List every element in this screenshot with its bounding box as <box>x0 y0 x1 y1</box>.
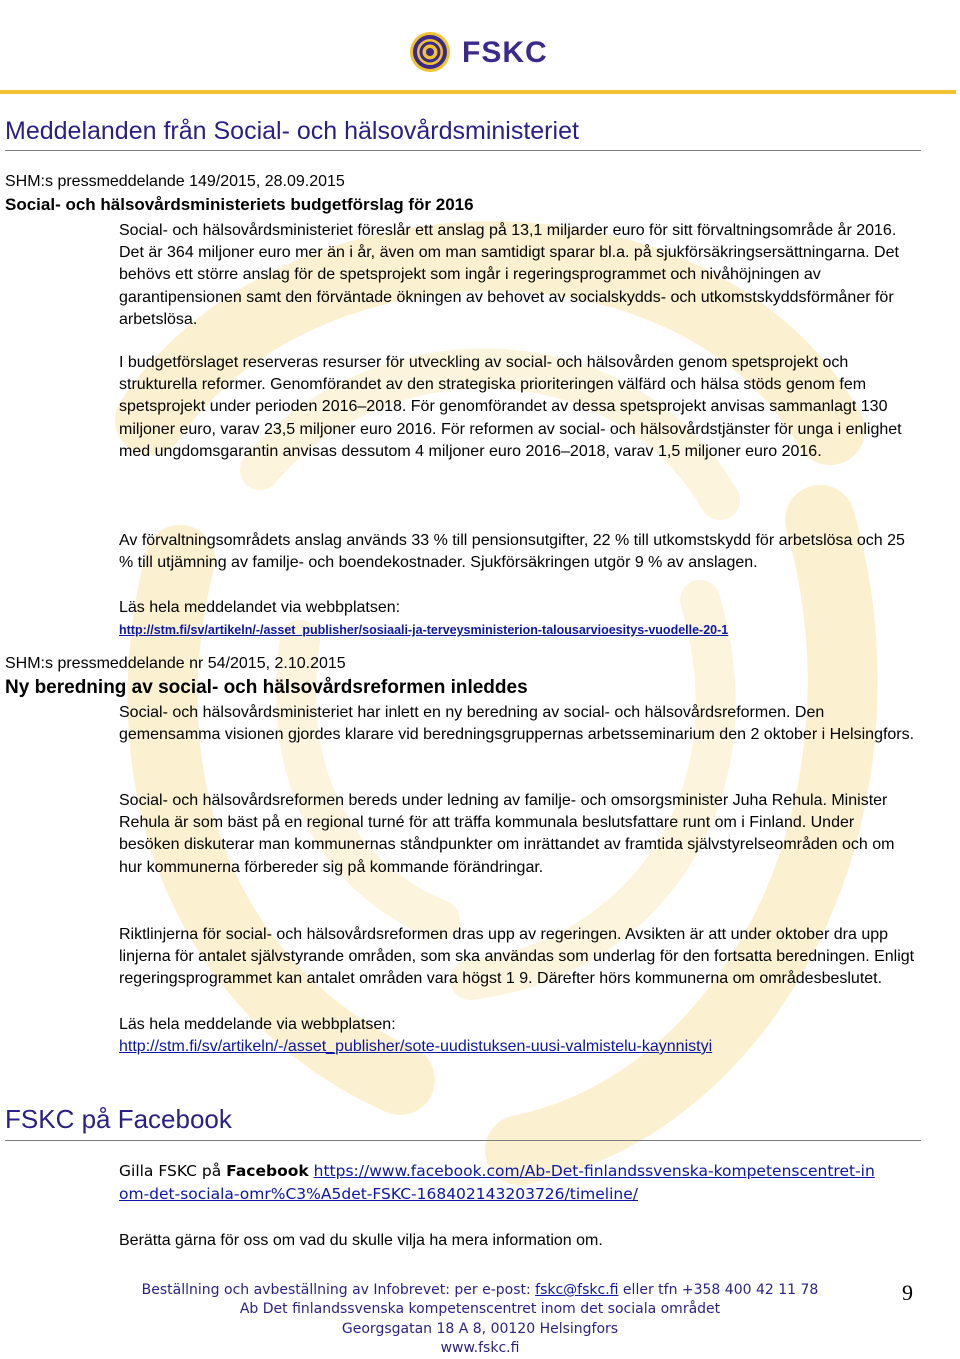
press-ref-1: SHM:s pressmeddelande 149/2015, 28.09.2015 <box>5 173 345 190</box>
section-heading-facebook: FSKC på Facebook <box>5 1104 232 1134</box>
press1-paragraph-3: Av förvaltningsområdets anslag används 33 % till pensionsutgifter, 22 % till utkomstskydd för arbetslösa och 25 % till utjämning av familje- och boendekostnader. Sjukförsäkringen utgör 9 % av anslagen. <box>119 532 905 572</box>
tell-us-text: Berätta gärna för oss om vad du skulle vilja ha mera information om. <box>119 1232 603 1249</box>
press-ref-2: SHM:s pressmeddelande nr 54/2015, 2.10.2015 <box>5 655 346 672</box>
section-divider <box>5 1140 921 1141</box>
press2-paragraph-2: Social- och hälsovårdsreformen bereds under ledning av familje- och omsorgsminister Juha Rehula. Minister Rehula är som bäst på en regional turné för att träffa kommunala beslutsfattare runt om i Finland. Under besöken diskuterar man kommunernas ståndpunkter om inrättandet av framtida självstyrelseområden och om hur kommunerna förbereder sig på kommande förändringar. <box>119 792 895 876</box>
header-rule <box>0 90 956 94</box>
footer-org-name: Ab Det finlandssvenska kompetenscentret inom det sociala området <box>239 1301 721 1317</box>
footer-address: Georgsgatan 18 A 8, 00120 Helsingfors <box>341 1321 619 1337</box>
facebook-link[interactable]: https://www.facebook.com/Ab-Det-finlandssvenska-kompetenscentret-inom-det-sociala-omr%C3%A5det-FSKC-168402143203726/timeline/ <box>119 1162 875 1203</box>
footer-website: www.fskc.fi <box>440 1340 520 1356</box>
footer-phone: eller tfn +358 400 42 11 78 <box>618 1282 819 1298</box>
footer-order-prefix: Beställning och avbeställning av Infobrevet: per e-post: <box>141 1282 536 1298</box>
press1-link[interactable]: http://stm.fi/sv/artikeln/-/asset_publisher/sosiaali-ja-terveysministerion-talousarvioesitys-vuodelle-20-1 <box>119 623 729 637</box>
facebook-like-text <box>119 1160 879 1206</box>
press1-paragraph-2: I budgetförslaget reserveras resurser för utveckling av social- och hälsovården genom spetsprojekt och strukturella reformer. Genomförandet av den strategiska prioriteringen välfärd och hälsa stöds genom fem spetsprojekt under perioden 2016–2018. För genomförandet av dessa spetsprojekt anvisas sammanlagt 130 miljoner euro, varav 23,5 miljoner euro 2016. För reformen av social- och hälsovårdstjänster för unga i enlighet med ungdomsgarantin anvisas dessutom 4 miljoner euro 2016–2018, varav 1,5 miljoner euro 2016. <box>119 354 902 460</box>
press2-link[interactable]: http://stm.fi/sv/artikeln/-/asset_publisher/sote-uudistuksen-uusi-valmistelu-kaynnistyi <box>119 1038 713 1055</box>
section-divider <box>5 150 921 151</box>
press2-paragraph-1: Social- och hälsovårdsministeriet har inlett en ny beredning av social- och hälsovårdsreformen. Den gemensamma visionen gjordes klarare vid beredningsgruppernas arbetsseminarium den 2 oktober i Helsingfors. <box>119 704 915 744</box>
facebook-bold: Facebook <box>226 1162 309 1180</box>
press2-paragraph-3: Riktlinjerna för social- och hälsovårdsreformen dras upp av regeringen. Avsikten är att under oktober dra upp linjerna för antalet självstyrande områden, som ska användas som underlag för den fortsatta beredningen. Enligt regeringsprogrammet kan antalet områden vara högst 1 9. Därefter hörs kommunerna om områdesbeslutet. <box>119 926 915 988</box>
footer-order-line <box>0 1282 960 1298</box>
page-header <box>0 0 960 92</box>
logo-text: FSKC <box>462 36 548 69</box>
press-title-2: Ny beredning av social- och hälsovårdsreformen inleddes <box>5 677 528 698</box>
like-prefix: Gilla FSKC på <box>119 1162 227 1180</box>
footer-email-link[interactable]: fskc@fskc.fi <box>535 1282 619 1298</box>
press2-read-more: Läs hela meddelande via webbplatsen: <box>119 1016 396 1033</box>
press1-read-more: Läs hela meddelandet via webbplatsen: <box>119 599 401 616</box>
press1-paragraph-1: Social- och hälsovårdsministeriet föreslår ett anslag på 13,1 miljarder euro för sitt förvaltningsområde år 2016. Det är 364 miljoner euro mer än i år, även om man samtidigt sparar bl.a. på sjukförsäkringsersättningarna. Det behövs ett större anslag för de spetsprojekt som ingår i regeringsprogrammet och nivåhöjningen av garantipensionen samt den förväntade ökningen av behovet av socialskydds- och utkomstskyddsförmåner för arbetslösa. <box>119 222 899 328</box>
press-title-1: Social- och hälsovårdsministeriets budgetförslag för 2016 <box>5 195 474 214</box>
page-number: 9 <box>902 1280 913 1305</box>
section-heading-ministry: Meddelanden från Social- och hälsovårdsministeriet <box>5 117 579 145</box>
